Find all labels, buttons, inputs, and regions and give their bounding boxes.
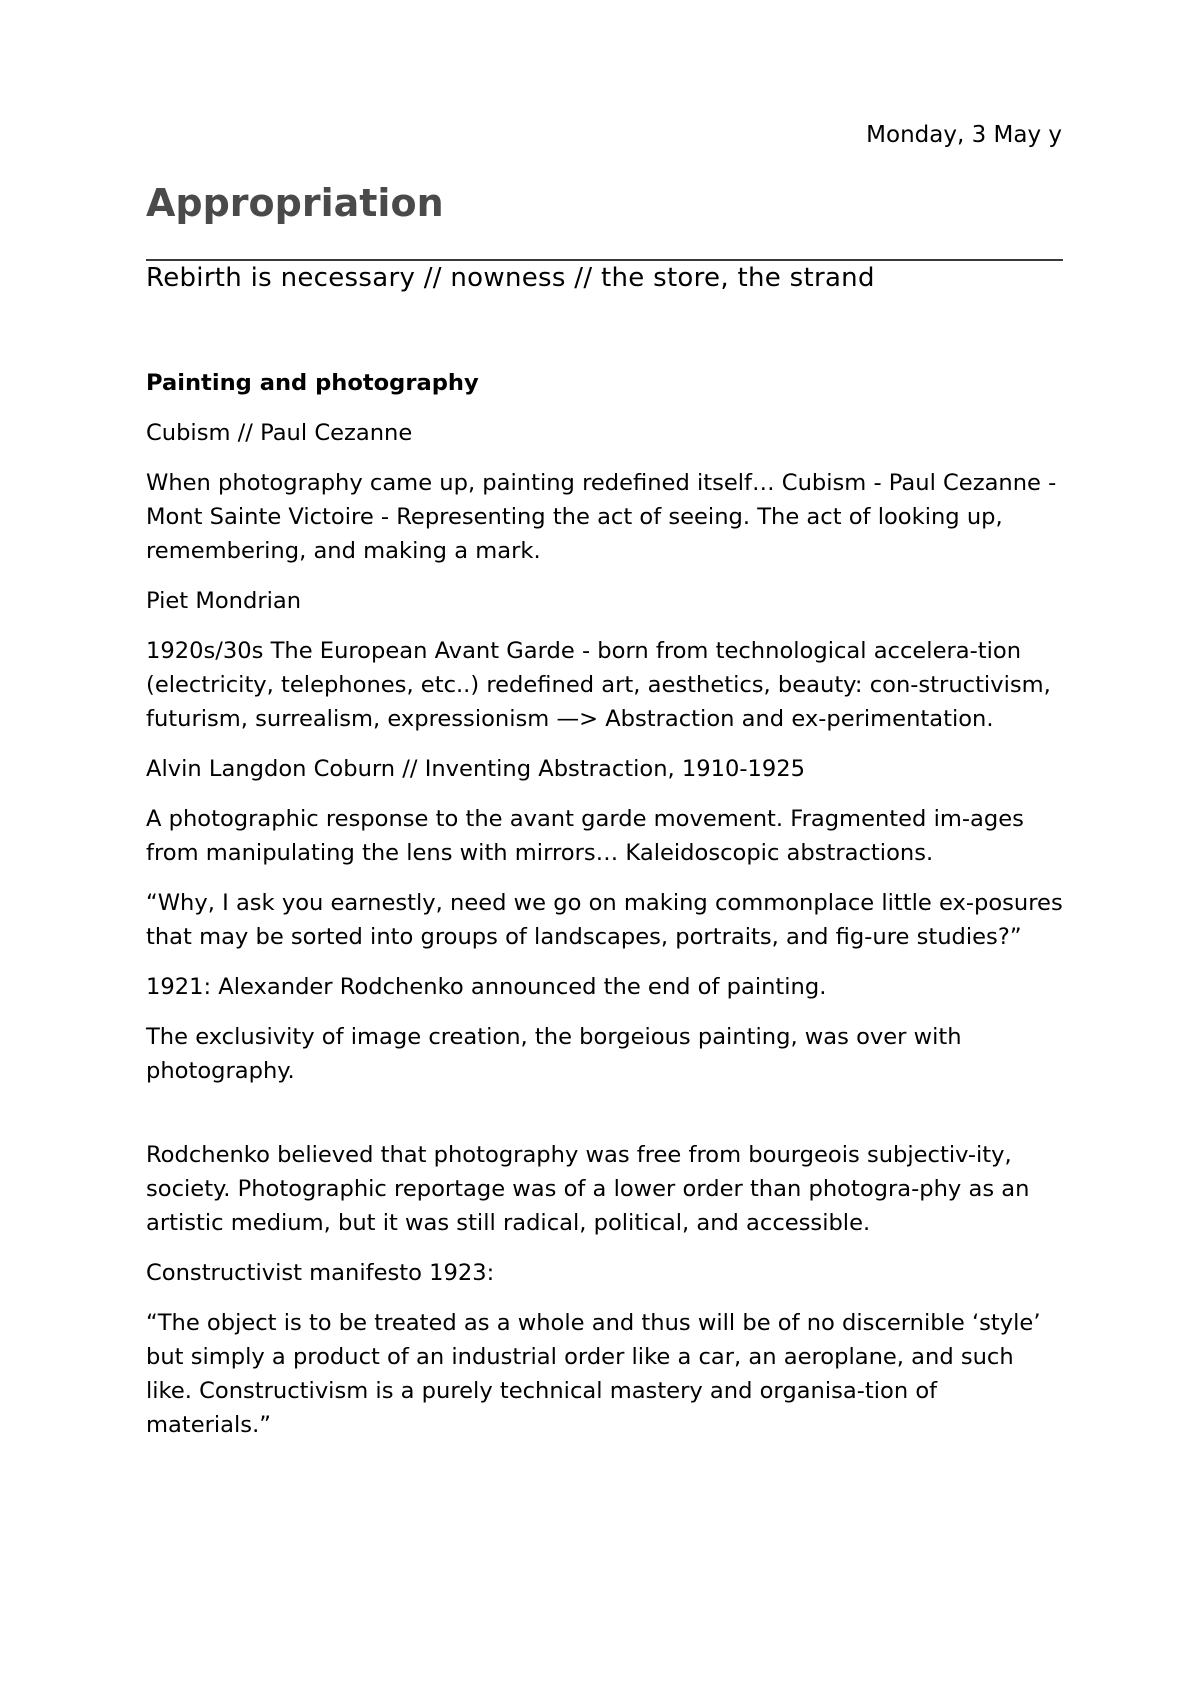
paragraph: Alvin Langdon Coburn // Inventing Abstraction, 1910-1925 [146,756,806,782]
paragraph: Piet Mondrian [146,588,302,614]
document-subtitle: Rebirth is necessary // nowness // the store, the strand [146,263,875,293]
quote-paragraph: “Why, I ask you earnestly, need we go on making commonplace little ex-posures that may be sorted into groups of landscapes, portraits, and fig-ure studies?” [146,890,1063,950]
document-body [146,366,1066,1458]
section-heading: Painting and photography [146,370,479,396]
blank-line [146,1104,1066,1138]
paragraph: 1921: Alexander Rodchenko announced the end of painting. [146,974,827,1000]
quote-paragraph: “The object is to be treated as a whole and thus will be of no discernible ‘style’ but simply a product of an industrial order like a car, an aeroplane, and such like. Constructivism is a purely technical mastery and organisa-tion of materials.” [146,1310,1041,1438]
paragraph: Cubism // Paul Cezanne [146,420,413,446]
paragraph: A photographic response to the avant garde movement. Fragmented im-ages from manipulating the lens with mirrors… Kaleidoscopic abstractions. [146,806,1024,866]
document-date: Monday, 3 May y [866,122,1062,148]
paragraph: When photography came up, painting redefined itself… Cubism - Paul Cezanne - Mont Sainte Victoire - Representing the act of seeing. The act of looking up, remembering, and making a mark. [146,470,1057,564]
paragraph: 1920s/30s The European Avant Garde - born from technological accelera-tion (electricity, telephones, etc..) redefined art, aesthetics, beauty: con-structivism, futurism, surrealism, expressionism —> Abstraction and ex-perimentation. [146,638,1051,732]
paragraph: Rodchenko believed that photography was free from bourgeois subjectiv-ity, society. Photographic reportage was of a lower order than photogra-phy as an artistic medium, but it was still radical, political, and accessible. [146,1142,1030,1236]
paragraph: The exclusivity of image creation, the borgeious painting, was over with photography. [146,1024,962,1084]
document-title: Appropriation [146,181,444,225]
paragraph: Constructivist manifesto 1923: [146,1260,495,1286]
